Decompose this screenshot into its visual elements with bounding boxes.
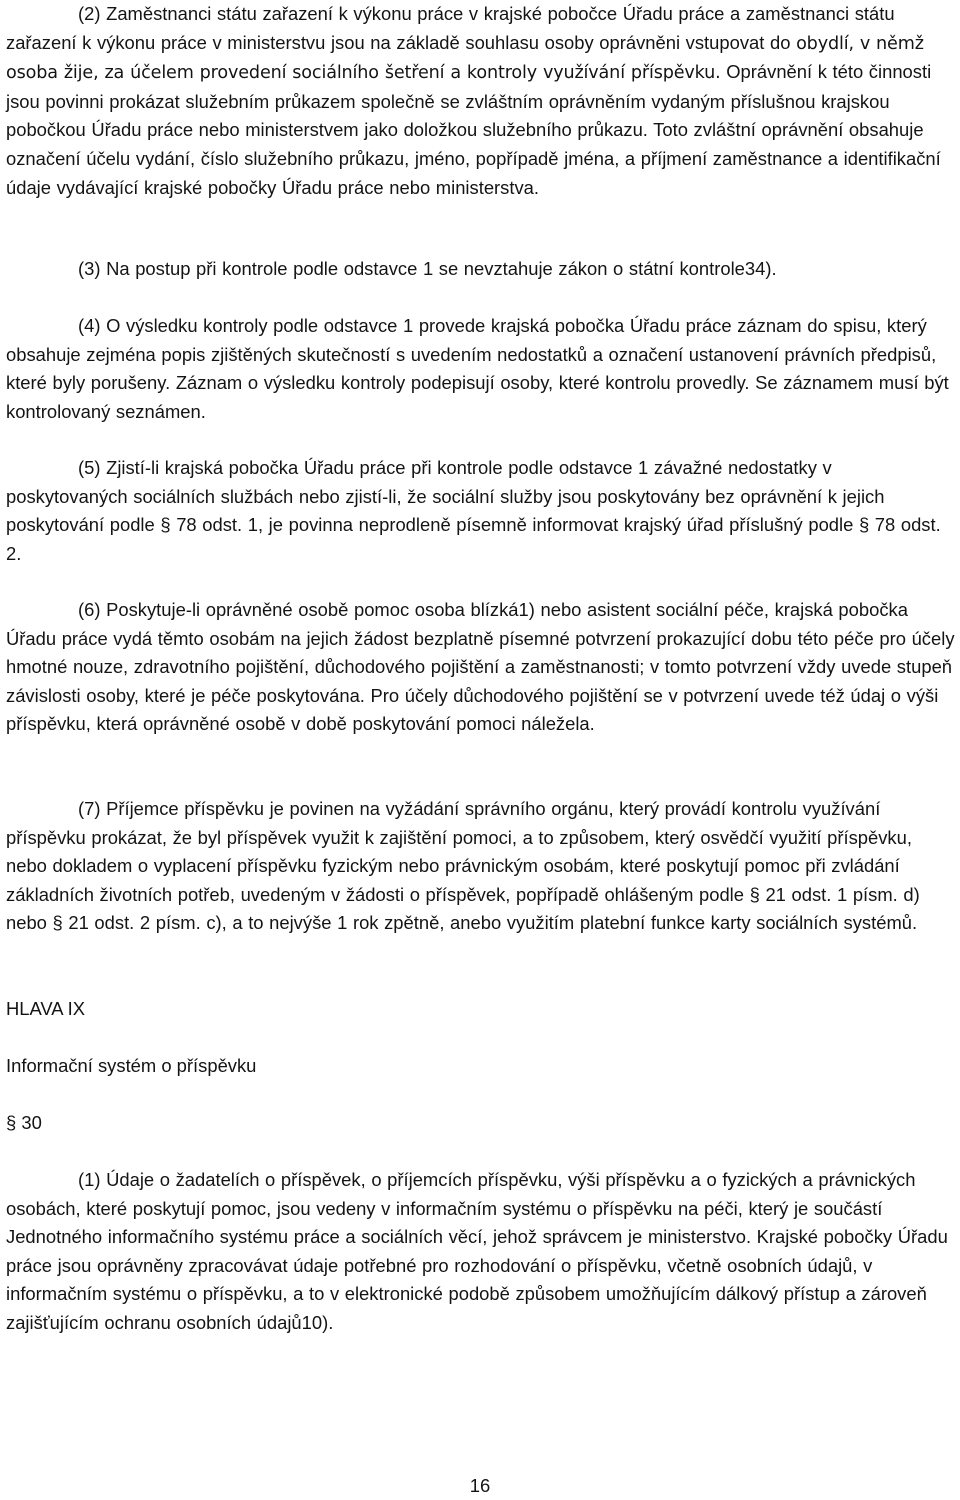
chapter-title: Informační systém o příspěvku [6, 1055, 257, 1076]
paragraph-2 [6, 0, 958, 202]
paragraph-2-text-sans: obydlí, v němž osoba žije, za účelem provedení sociálního šetření a kontroly využívání příspěvku. [6, 33, 924, 84]
chapter-heading: HLAVA IX [6, 998, 86, 1019]
paragraph-30-1: (1) Údaje o žadatelích o příspěvek, o příjemcích příspěvku, výši příspěvku a o fyzických a právnických osobách, které poskytují pomoc, jsou vedeny v informačním systému o příspěvku na péči, který je součástí Jednotného informačního systému práce a sociálních věcí, jehož správcem je ministerstvo. Krajské pobočky Úřadu práce jsou oprávněny zpracovávat údaje potřebné pro rozhodování o příspěvku, včetně osobních údajů, v informačním systému o příspěvku, a to v elektronické podobě způsobem umožňujícím dálkový přístup a zároveň zajišťujícím ochranu osobních údajů10). [6, 1169, 948, 1333]
paragraph-2-text-a: (2) Zaměstnanci státu zařazení k výkonu práce v krajské pobočce Úřadu práce a zaměstnanci státu zařazení k výkonu práce v ministerstvu jsou na základě souhlasu osoby oprávněni vstupovat do [6, 3, 895, 53]
paragraph-7: (7) Příjemce příspěvku je povinen na vyžádání správního orgánu, který provádí kontrolu využívání příspěvku prokázat, že byl příspěvek využit k zajištění pomoci, a to způsobem, který osvědčí využití příspěvku, nebo dokladem o vyplacení příspěvku fyzickým nebo právnickým osobám, které poskytují pomoc při zvládání základních životních potřeb, uvedeným v žádosti o příspěvek, popřípadě ohlášeným podle § 21 odst. 1 písm. d) nebo § 21 odst. 2 písm. c), a to nejvýše 1 rok zpětně, anebo využitím platební funkce karty sociálních systémů. [6, 798, 920, 934]
page-number: 16 [469, 1475, 491, 1496]
paragraph-6: (6) Poskytuje-li oprávněné osobě pomoc osoba blízká1) nebo asistent sociální péče, krajská pobočka Úřadu práce vydá těmto osobám na jejich žádost bezplatně písemné potvrzení prokazující dobu této péče pro účely hmotné nouze, zdravotního pojištění, důchodového pojištění a zaměstnanosti; v tomto potvrzení vždy uvede stupeň závislosti osoby, které je péče poskytována. Pro účely důchodového pojištění se v potvrzení uvede též údaj o výši příspěvku, která oprávněné osobě v době poskytování pomoci náležela. [6, 599, 955, 735]
paragraph-4: (4) O výsledku kontroly podle odstavce 1 provede krajská pobočka Úřadu práce záznam do spisu, který obsahuje zejména popis zjištěných skutečností s uvedením nedostatků a označení ustanovení právních předpisů, které byly porušeny. Záznam o výsledku kontroly podepisují osoby, které kontrolu provedly. Se záznamem musí být kontrolovaný seznámen. [6, 315, 949, 422]
paragraph-3: (3) Na postup při kontrole podle odstavce 1 se nevztahuje zákon o státní kontrole34). [78, 258, 777, 279]
section-number: § 30 [6, 1112, 42, 1133]
paragraph-5: (5) Zjistí-li krajská pobočka Úřadu práce při kontrole podle odstavce 1 závažné nedostatky v poskytovaných sociálních službách nebo zjistí-li, že sociální služby jsou poskytovány bez oprávnění k jejich poskytování podle § 78 odst. 1, je povinna neprodleně písemně informovat krajský úřad příslušný podle § 78 odst. 2. [6, 457, 941, 564]
paragraph-2-text-b: Oprávnění k této činnosti jsou povinni prokázat služebním průkazem společně se zvláštním oprávněním vydaným příslušnou krajskou pobočkou Úřadu práce nebo ministerstvem jako doložkou služebního průkazu. Toto zvláštní oprávnění obsahuje označení účelu vydání, číslo služebního průkazu, jméno, popřípadě jména, a příjmení zaměstnance a identifikační údaje vydávající krajské pobočky Úřadu práce nebo ministerstva. [6, 61, 941, 198]
